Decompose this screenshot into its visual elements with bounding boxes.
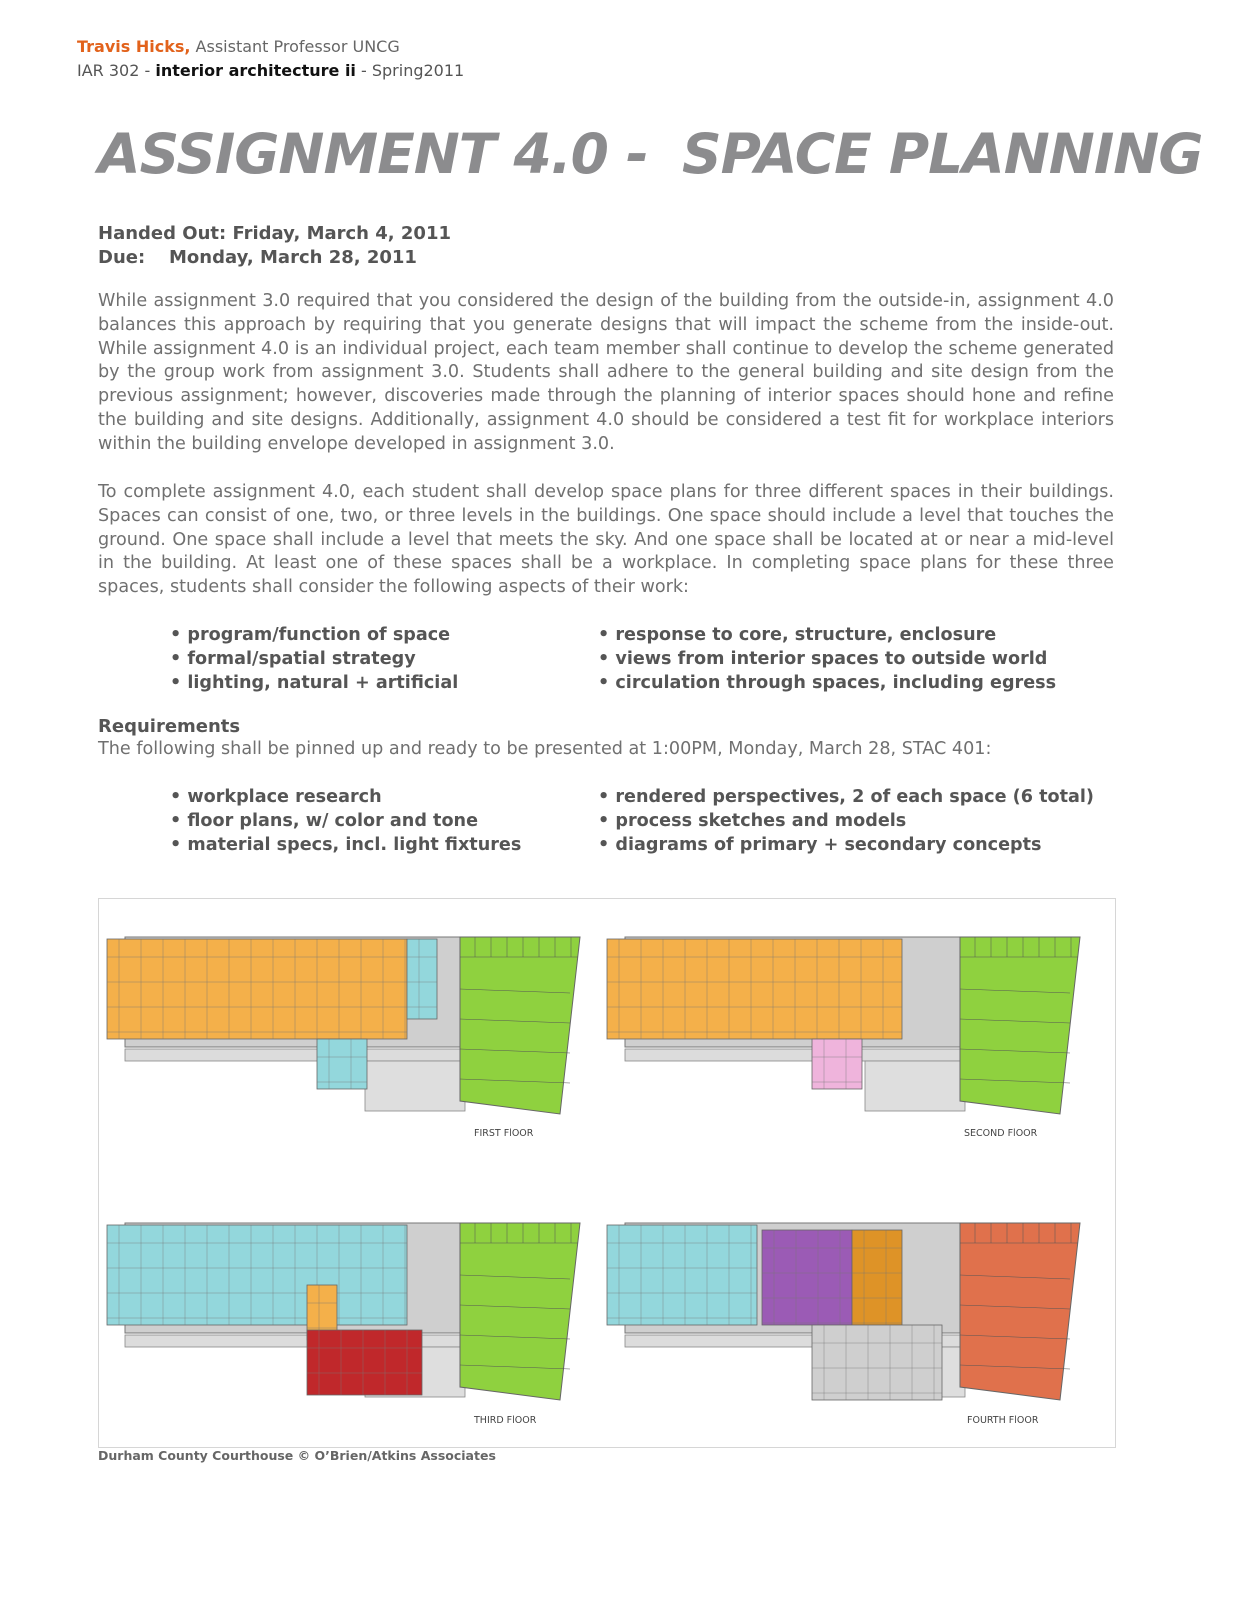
aspects-list-right <box>598 623 1056 695</box>
course-name: interior architecture ii <box>155 61 356 80</box>
requirements-list-right <box>598 785 1094 857</box>
cyan-zone <box>107 1225 407 1325</box>
cyan-zone <box>317 1039 367 1089</box>
title-space-planning: SPACE PLANNING <box>682 122 1203 186</box>
list-item: • program/function of space <box>170 623 458 647</box>
course-line <box>77 61 464 80</box>
title-assignment: ASSIGNMENT 4.0 - <box>98 122 648 186</box>
author-name: Travis Hicks, <box>77 37 191 56</box>
handed-label: Handed Out: <box>98 223 227 244</box>
cyan-zone <box>607 1225 757 1325</box>
requirements-heading: Requirements <box>98 716 241 737</box>
course-term: - Spring2011 <box>355 61 465 80</box>
list-item: • diagrams of primary + secondary concepts <box>598 833 1094 857</box>
task-paragraph: To complete assignment 4.0, each student shall develop space plans for three different spaces in their buildings. Spaces can consist of one, two, or three levels in the buildings. One space should include a level that touches the ground. One space shall include a level that meets the sky. And one space shall be located at or near a mid-level in the building. At least one of these spaces shall be a workplace. In completing space plans for these three spaces, students shall consider the following aspects of their work: <box>98 482 1114 598</box>
amber-zone <box>852 1230 902 1325</box>
purple-zone <box>762 1230 852 1325</box>
aspects-list-left <box>170 623 458 695</box>
list-item: • views from interior spaces to outside world <box>598 647 1056 671</box>
fourth-floor-label: FOURTH FlOOR <box>967 1415 1039 1426</box>
list-item: • response to core, structure, enclosure <box>598 623 1056 647</box>
third-floor-plan <box>105 1215 595 1415</box>
first-floor-label: FIRST FlOOR <box>474 1128 534 1139</box>
list-item: • formal/spatial strategy <box>170 647 458 671</box>
list-item: • material specs, incl. light fixtures <box>170 833 521 857</box>
corridor <box>125 1049 465 1061</box>
dates <box>98 222 451 270</box>
list-item: • circulation through spaces, including egress <box>598 671 1056 695</box>
requirements-text: The following shall be pinned up and ready to be presented at 1:00PM, Monday, March 28, STAC 401: <box>98 739 992 759</box>
list-item: • rendered perspectives, 2 of each space (6 total) <box>598 785 1094 809</box>
pink-zone <box>812 1039 862 1089</box>
lobby <box>865 1061 965 1111</box>
course-code: IAR 302 - <box>77 61 156 80</box>
intro-paragraph: While assignment 3.0 required that you considered the design of the building from the outside-in, assignment 4.0 balances this approach by requiring that you generate designs that will impact the scheme from the inside-out. While assignment 4.0 is an individual project, each team member shall continue to develop the scheme generated by the group work from assignment 3.0. Students shall adhere to the general building and site design from the previous assignment; however, discoveries made through the planning of interior spaces should hone and refine the building and site designs. Additionally, assignment 4.0 should be considered a test fit for workplace interiors within the building envelope developed in assignment 3.0. <box>98 291 1114 454</box>
lobby <box>365 1061 465 1111</box>
list-item: • workplace research <box>170 785 521 809</box>
first-floor-plan <box>105 929 595 1129</box>
red-zone <box>307 1330 422 1395</box>
third-floor-label: THIRD FlOOR <box>474 1415 537 1426</box>
author-line <box>77 37 400 56</box>
requirements-list-left <box>170 785 521 857</box>
list-item: • lighting, natural + artificial <box>170 671 458 695</box>
orange-zone <box>107 939 407 1039</box>
author-position: Assistant Professor UNCG <box>190 37 400 56</box>
due-label: Due: <box>98 247 146 268</box>
wing-zone <box>960 937 1080 1114</box>
wing-zone <box>460 1223 580 1400</box>
gray-zone <box>812 1325 942 1400</box>
wing-zone <box>960 1223 1080 1400</box>
second-floor-label: SECOND FlOOR <box>964 1128 1038 1139</box>
floor-plans-figure <box>98 898 1116 1448</box>
handed-date: Friday, March 4, 2011 <box>226 223 451 244</box>
due-date: Monday, March 28, 2011 <box>169 247 417 268</box>
orange-zone <box>607 939 902 1039</box>
wing-zone <box>460 937 580 1114</box>
list-item: • process sketches and models <box>598 809 1094 833</box>
fourth-floor-plan <box>605 1215 1095 1415</box>
list-item: • floor plans, w/ color and tone <box>170 809 521 833</box>
image-credit: Durham County Courthouse © O’Brien/Atkins Associates <box>98 1448 496 1463</box>
corridor <box>625 1049 965 1061</box>
second-floor-plan <box>605 929 1095 1129</box>
